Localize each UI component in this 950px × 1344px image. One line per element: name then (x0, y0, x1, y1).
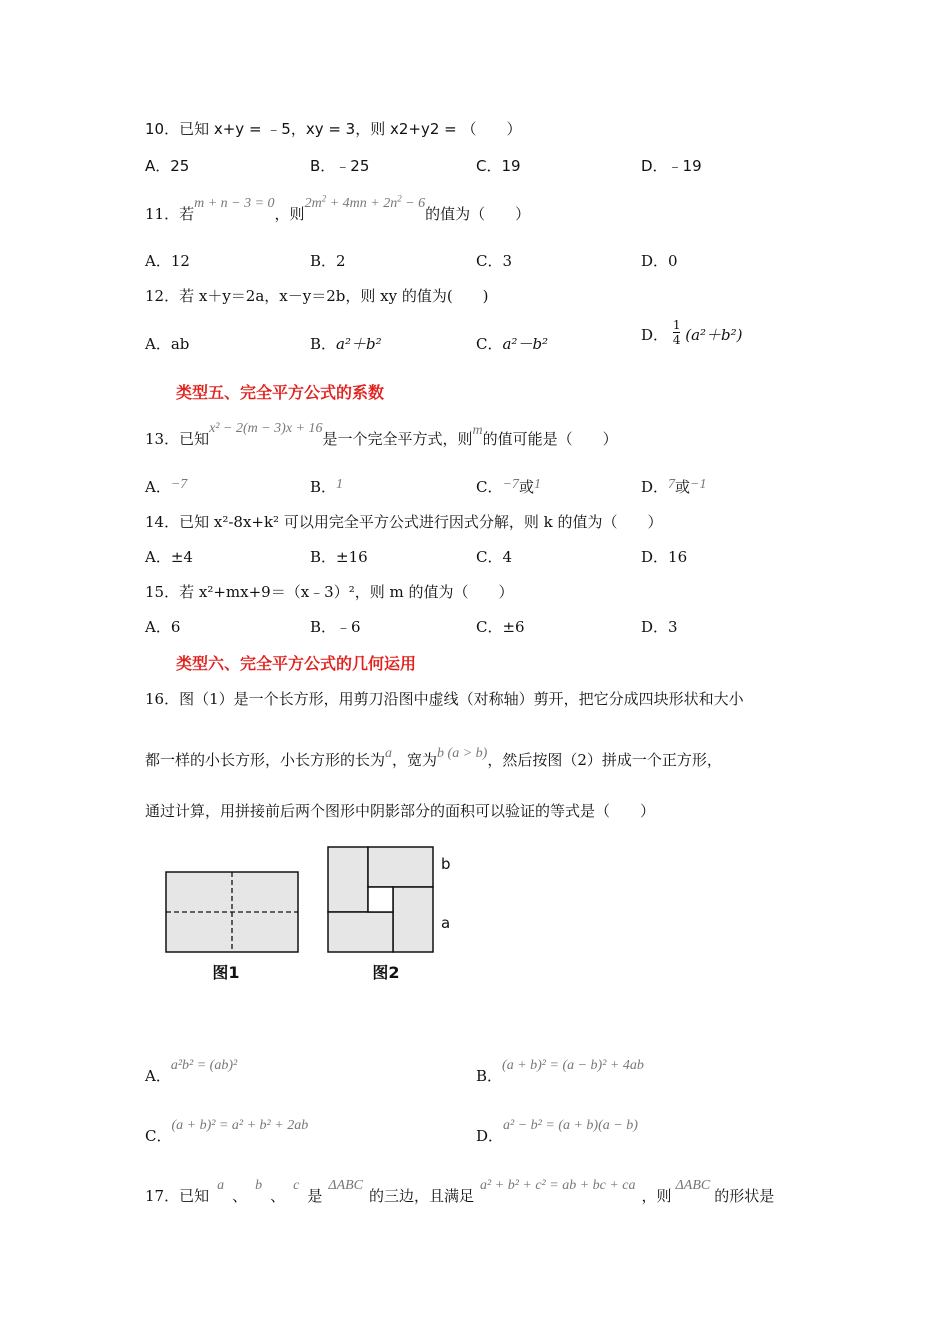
q15-option-a: A．6 (145, 618, 181, 636)
q16-var-b: b (a > b) (437, 746, 488, 761)
q13-var-m: m (472, 423, 483, 438)
q15-option-c: C．±6 (476, 618, 525, 636)
q16-option-d: D．a² − b² = (a + b)(a − b) (476, 1118, 638, 1145)
q11-prefix: 11．若 (145, 205, 195, 223)
q13-option-c: C．−7或1 (476, 477, 541, 496)
fig2-square (328, 847, 433, 952)
q11-option-d: D．0 (641, 252, 678, 270)
q15-stem: 15．若 x²+mx+9＝（x﹣3）²，则 m 的值为（ ） (145, 583, 514, 601)
q16-option-a: A．a²b² = (ab)² (145, 1058, 238, 1085)
q11-option-c: C．3 (476, 252, 513, 270)
fig2-label-a: a (441, 914, 451, 932)
q11-mid: ，则 (274, 205, 305, 223)
fig2-center-hole (368, 887, 393, 912)
q17-stem: 17．已知a、b、c是ΔABC的三边，且满足a² + b² + c² = ab + bc + ca，则ΔABC的形状是 (145, 1178, 775, 1205)
q12-option-a: A．ab (145, 335, 190, 353)
q16-option-b: B．(a + b)² = (a − b)² + 4ab (476, 1058, 644, 1085)
q14-stem: 14．已知 x²-8x+k² 可以用完全平方公式进行因式分解，则 k 的值为（ ） (145, 513, 663, 531)
q11-condition-math: m + n − 3 = 0 (194, 196, 275, 211)
q16-var-a: a (385, 746, 393, 761)
q12-option-b: B．a²＋b² (310, 335, 382, 353)
q14-option-c: C．4 (476, 548, 513, 566)
q16-option-c: C．(a + b)² = a² + b² + 2ab (145, 1118, 309, 1145)
q12-option-d: D． $\frac{1}{4}$ (a²＋b²) (641, 318, 743, 347)
q11-suffix: 的值为（ ） (425, 205, 531, 223)
q12-stem: 12．若 x＋y＝2a，x－y＝2b，则 xy 的值为( ) (145, 287, 489, 305)
q12-option-c: C．a²－b² (476, 335, 549, 353)
q15-option-d: D．3 (641, 618, 678, 636)
q13-option-b: B．1 (310, 477, 344, 496)
section-heading-5: 类型五、完全平方公式的系数 (176, 383, 385, 402)
fig2-label-b: b (441, 855, 451, 873)
q13-option-a: A．−7 (145, 477, 188, 496)
q10-stem: 10．已知 x+y = ﹣5，xy = 3，则 x2+y2 = （ ） (145, 120, 522, 138)
fig1-caption: 图1 (212, 963, 240, 982)
q13-expression-math: x² − 2(m − 3)x + 16 (209, 421, 323, 436)
q11-option-b: B．2 (310, 252, 346, 270)
q13-stem: 13．已知x² − 2(m − 3)x + 16是一个完全平方式，则m的值可能是（ ） (145, 421, 618, 448)
q13-option-d: D．7或−1 (641, 477, 707, 496)
q10-option-a: A．25 (145, 157, 190, 175)
fraction-one-quarter: $\frac{1}{4}$ (672, 318, 681, 347)
q14-option-d: D．16 (641, 548, 688, 566)
q16-line3: 通过计算，用拼接前后两个图形中阴影部分的面积可以验证的等式是（ ） (145, 802, 656, 820)
q11-option-a: A．12 (145, 252, 190, 270)
q11-stem (145, 193, 531, 224)
q15-option-b: B．﹣6 (310, 618, 361, 636)
q16-line2: 都一样的小长方形，小长方形的长为a，宽为b (a > b)，然后按图（2）拼成一个正方形， (145, 746, 722, 769)
q14-option-b: B．±16 (310, 548, 368, 566)
q14-option-a: A．±4 (145, 548, 193, 566)
fig2-caption: 图2 (372, 963, 400, 982)
q10-option-b: B．﹣25 (310, 157, 370, 175)
q11-expression-math: $2m^2 + 4mn + 2n^2 - 6$ (304, 193, 426, 211)
q16-figures (160, 840, 480, 990)
q10-option-c: C．19 (476, 157, 521, 175)
section-heading-6: 类型六、完全平方公式的几何运用 (176, 654, 417, 673)
q10-option-d: D．﹣19 (641, 157, 702, 175)
q16-line1: 16．图（1）是一个长方形，用剪刀沿图中虚线（对称轴）剪开，把它分成四块形状和大小 (145, 690, 744, 708)
